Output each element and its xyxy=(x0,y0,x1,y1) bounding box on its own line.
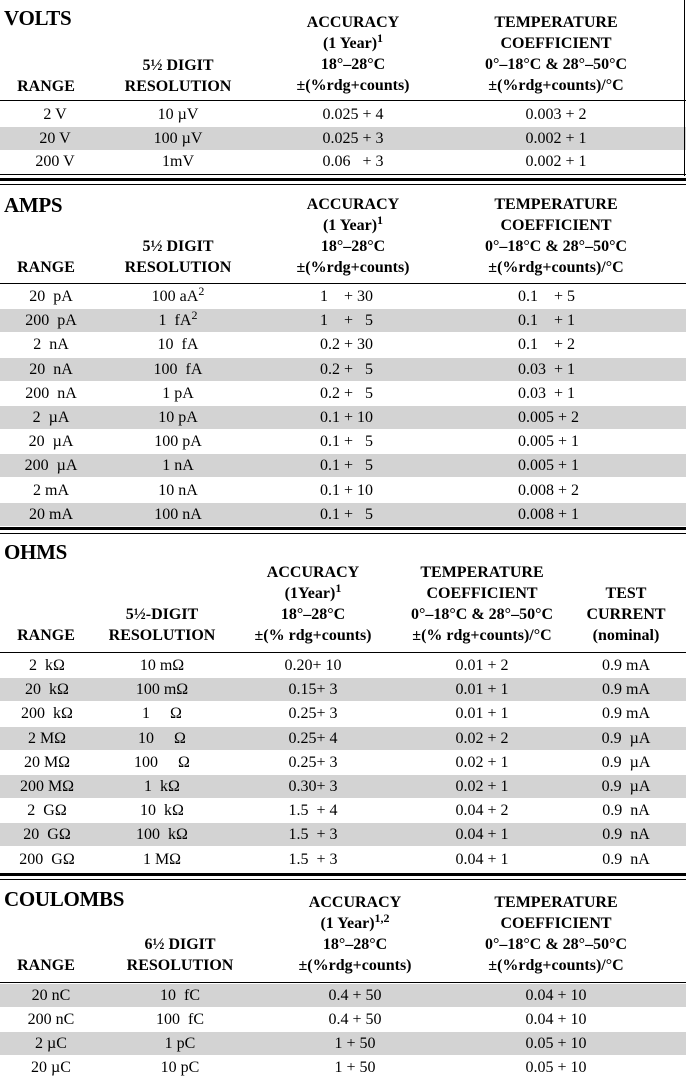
ohms-cell-range: 2 MΩ xyxy=(27,729,67,747)
coulombs-cell-resolution: 1 pC xyxy=(164,1035,196,1052)
amps-cell-temp: 0.1 + 2 xyxy=(518,336,576,354)
ohms-cell-current: 0.9 µA xyxy=(601,729,651,747)
table-row xyxy=(0,454,686,477)
ohms-cell-range: 200 kΩ xyxy=(21,705,73,723)
coulombs-header-accuracy: ACCURACY (1 Year)$^{1,2}$ 18°–28°C ±(%rdg+counts) xyxy=(298,894,412,974)
coulombs-header-resolution: 6½ DIGIT RESOLUTION xyxy=(126,936,234,974)
volts-cell-temp: 0.002 + 1 xyxy=(525,153,587,170)
volts-cell-accuracy: 0.025 + 3 xyxy=(322,129,384,147)
ohms-title: OHMS xyxy=(4,540,67,564)
table-row xyxy=(0,702,686,725)
amps-cell-accuracy: 0.1 + 5 xyxy=(320,505,374,523)
coulombs-cell-temp: 0.04 + 10 xyxy=(525,1011,587,1028)
amps-cell-temp: 0.005 + 2 xyxy=(518,409,580,426)
ohms-cell-range: 2 GΩ xyxy=(27,802,67,820)
amps-cell-resolution: 1 nA xyxy=(162,457,194,475)
volts-section xyxy=(0,0,686,178)
table-row xyxy=(0,799,686,822)
ohms-cell-resolution: 100 mΩ xyxy=(135,681,189,699)
table-row xyxy=(0,406,686,429)
amps-header-range: RANGE xyxy=(17,259,75,276)
table-row xyxy=(0,382,686,405)
coulombs-cell-accuracy: 0.4 + 50 xyxy=(328,1011,382,1028)
ohms-section xyxy=(0,536,686,872)
volts-amps-divider-thin xyxy=(0,184,686,185)
ohms-coulombs-divider-thin xyxy=(0,879,686,880)
amps-ohms-divider xyxy=(0,527,686,530)
amps-title: AMPS xyxy=(4,193,63,217)
coulombs-section xyxy=(0,882,686,1080)
table-row xyxy=(0,823,686,846)
amps-cell-range: 20 mA xyxy=(29,505,73,523)
ohms-cell-current: 0.9 mA xyxy=(602,681,650,699)
coulombs-header-rule xyxy=(0,982,686,983)
ohms-header-resolution: 5½-DIGIT RESOLUTION xyxy=(108,606,216,644)
amps-cell-temp: 0.1 + 1 xyxy=(518,312,576,330)
ohms-cell-temp: 0.01 + 2 xyxy=(455,657,509,674)
ohms-cell-accuracy: 0.25+ 4 xyxy=(288,729,338,747)
ohms-cell-temp: 0.02 + 1 xyxy=(455,778,509,795)
ohms-cell-current: 0.9 µA xyxy=(601,753,651,771)
amps-cell-resolution: 10 pA xyxy=(158,409,198,426)
coulombs-cell-accuracy: 1 + 50 xyxy=(334,1059,376,1076)
ohms-cell-current: 0.9 nA xyxy=(602,850,650,868)
table-row xyxy=(0,430,686,453)
amps-section xyxy=(0,188,686,530)
amps-cell-range: 20 µA xyxy=(28,433,74,451)
amps-cell-accuracy: 1 + 5 xyxy=(320,312,374,330)
amps-cell-temp: 0.1 + 5 xyxy=(518,288,576,305)
ohms-cell-current: 0.9 mA xyxy=(602,657,650,674)
ohms-header-temperature: TEMPERATURE COEFFICIENT 0°–18°C & 28°–50°C ±(% rdg+counts)/°C xyxy=(410,564,554,644)
ohms-cell-range: 200 GΩ xyxy=(19,850,75,868)
coulombs-cell-accuracy: 1 + 50 xyxy=(334,1035,376,1052)
amps-header-accuracy: ACCURACY (1 Year)$^1$ 18°–28°C ±(%rdg+counts) xyxy=(296,196,410,276)
amps-cell-range: 200 nA xyxy=(25,384,77,402)
ohms-header-rule xyxy=(0,652,686,653)
coulombs-cell-resolution: 10 pC xyxy=(160,1059,200,1076)
table-row xyxy=(0,309,686,332)
table-row xyxy=(0,1032,686,1055)
amps-header-temperature: TEMPERATURE COEFFICIENT 0°–18°C & 28°–50°C ±(%rdg+counts)/°C xyxy=(484,196,628,276)
volts-cell-accuracy: 0.025 + 4 xyxy=(322,106,384,123)
coulombs-cell-temp: 0.05 + 10 xyxy=(525,1059,587,1076)
ohms-cell-resolution: 100 Ω xyxy=(134,753,190,771)
amps-cell-resolution: 10 nA xyxy=(158,481,198,499)
ohms-cell-temp: 0.02 + 2 xyxy=(455,729,509,747)
amps-ohms-divider-thin xyxy=(0,533,686,534)
coulombs-cell-range: 2 µC xyxy=(35,1035,67,1052)
coulombs-cell-range: 20 µC xyxy=(31,1059,71,1076)
volts-title: VOLTS xyxy=(4,6,72,30)
ohms-cell-accuracy: 0.25+ 3 xyxy=(288,705,338,723)
amps-cell-temp: 0.005 + 1 xyxy=(518,457,580,475)
ohms-cell-temp: 0.04 + 1 xyxy=(455,850,509,868)
amps-cell-accuracy: 0.1 + 10 xyxy=(320,409,374,426)
table-row xyxy=(0,1056,686,1079)
ohms-cell-range: 20 GΩ xyxy=(23,826,71,844)
ohms-cell-accuracy: 1.5 + 3 xyxy=(288,826,338,844)
table-row xyxy=(0,127,686,150)
ohms-cell-resolution: 10 kΩ xyxy=(140,802,184,820)
coulombs-cell-range: 20 nC xyxy=(31,987,71,1004)
volts-header-range: RANGE xyxy=(17,78,75,95)
coulombs-cell-range: 200 nC xyxy=(27,1011,75,1028)
ohms-cell-resolution: 1 kΩ xyxy=(144,778,180,795)
table-row xyxy=(0,727,686,750)
table-row xyxy=(0,479,686,502)
table-row xyxy=(0,984,686,1007)
table-row xyxy=(0,775,686,798)
volts-cell-temp: 0.002 + 1 xyxy=(525,129,587,147)
ohms-cell-accuracy: 0.15+ 3 xyxy=(288,681,338,699)
ohms-cell-accuracy: 0.30+ 3 xyxy=(288,778,338,795)
volts-cell-range: 2 V xyxy=(43,106,67,123)
volts-header-rule xyxy=(0,100,686,101)
amps-cell-range: 2 mA xyxy=(33,481,69,499)
ohms-header-accuracy: ACCURACY (1Year)$^1$ 18°–28°C ±(% rdg+counts) xyxy=(254,564,372,644)
volts-amps-divider xyxy=(0,178,686,181)
volts-cell-resolution: 100 µV xyxy=(153,129,203,147)
table-row xyxy=(0,1008,686,1031)
volts-cell-accuracy: 0.06 + 3 xyxy=(322,153,384,170)
coulombs-header-temperature: TEMPERATURE COEFFICIENT 0°–18°C & 28°–50°C ±(%rdg+counts)/°C xyxy=(484,894,628,974)
table-row xyxy=(0,751,686,774)
amps-cell-range: 2 nA xyxy=(33,336,69,354)
ohms-cell-range: 20 MΩ xyxy=(23,753,71,771)
coulombs-cell-accuracy: 0.4 + 50 xyxy=(328,987,382,1004)
amps-cell-accuracy: 0.2 + 30 xyxy=(320,336,374,354)
coulombs-cell-temp: 0.05 + 10 xyxy=(525,1035,587,1052)
amps-cell-accuracy: 0.1 + 5 xyxy=(320,457,374,475)
ohms-cell-resolution: 1 MΩ xyxy=(142,850,182,868)
ohms-cell-accuracy: 1.5 + 4 xyxy=(288,802,338,820)
coulombs-cell-resolution: 100 fC xyxy=(156,1011,204,1028)
table-row xyxy=(0,358,686,381)
amps-cell-temp: 0.008 + 2 xyxy=(518,481,580,499)
coulombs-header-range: RANGE xyxy=(17,957,75,974)
amps-cell-temp: 0.008 + 1 xyxy=(518,505,580,523)
ohms-cell-accuracy: 0.20+ 10 xyxy=(284,657,342,674)
amps-cell-resolution: 1 pA xyxy=(162,384,194,402)
footnote-marker: 2 xyxy=(198,284,205,298)
volts-cell-resolution: 10 µV xyxy=(157,106,199,123)
ohms-cell-accuracy: 1.5 + 3 xyxy=(288,850,338,868)
table-row xyxy=(0,150,686,173)
ohms-header-current: TEST CURRENT (nominal) xyxy=(586,585,666,644)
table-row xyxy=(0,848,686,871)
table-row xyxy=(0,503,686,526)
ohms-cell-resolution: 10 Ω xyxy=(138,729,186,747)
ohms-cell-current: 0.9 mA xyxy=(602,705,650,723)
amps-cell-temp: 0.03 + 1 xyxy=(518,360,576,378)
amps-cell-range: 20 nA xyxy=(29,360,73,378)
footnote-marker: 2 xyxy=(191,308,198,323)
ohms-cell-temp: 0.01 + 1 xyxy=(455,681,509,699)
amps-cell-resolution: 10 fA xyxy=(157,336,199,354)
amps-cell-range: 20 pA xyxy=(29,288,73,305)
ohms-coulombs-divider xyxy=(0,873,686,876)
amps-header-resolution: 5½ DIGIT RESOLUTION xyxy=(124,238,232,276)
amps-cell-resolution: 100 fA xyxy=(153,360,203,378)
volts-cell-range: 200 V xyxy=(35,153,75,170)
coulombs-cell-resolution: 10 fC xyxy=(160,987,200,1004)
table-row xyxy=(0,103,686,126)
amps-cell-temp: 0.03 + 1 xyxy=(518,384,576,402)
ohms-cell-range: 200 MΩ xyxy=(19,778,75,795)
amps-cell-resolution: 100 $aA^2$ xyxy=(151,284,205,305)
ohms-cell-current: 0.9 nA xyxy=(602,802,650,820)
volts-header-accuracy: ACCURACY (1 Year)$^1$ 18°–28°C ±(%rdg+counts) xyxy=(296,14,410,94)
table-row xyxy=(0,678,686,701)
ohms-cell-resolution: 10 mΩ xyxy=(139,657,185,674)
coulombs-title: COULOMBS xyxy=(4,887,125,911)
amps-cell-accuracy: 0.1 + 5 xyxy=(320,433,374,451)
amps-cell-range: 2 µA xyxy=(32,409,70,426)
amps-cell-accuracy: 0.1 + 10 xyxy=(320,481,374,499)
volts-bottom-rule xyxy=(0,174,686,175)
amps-cell-resolution: 100 pA xyxy=(154,433,202,451)
volts-cell-temp: 0.003 + 2 xyxy=(525,106,587,123)
ohms-cell-current: 0.9 µA xyxy=(601,778,651,795)
amps-cell-accuracy: 0.2 + 5 xyxy=(320,384,374,402)
amps-cell-accuracy: 1 + 30 xyxy=(320,288,374,305)
ohms-cell-resolution: 1 Ω xyxy=(142,705,182,723)
volts-header-resolution: 5½ DIGIT RESOLUTION xyxy=(124,57,232,95)
ohms-cell-range: 20 kΩ xyxy=(25,681,69,699)
table-row xyxy=(0,333,686,356)
ohms-header-range: RANGE xyxy=(17,627,75,644)
coulombs-cell-temp: 0.04 + 10 xyxy=(525,987,587,1004)
ohms-cell-accuracy: 0.25+ 3 xyxy=(288,753,338,771)
ohms-cell-temp: 0.04 + 2 xyxy=(455,802,509,820)
amps-cell-accuracy: 0.2 + 5 xyxy=(320,360,374,378)
ohms-cell-temp: 0.04 + 1 xyxy=(455,826,509,844)
amps-cell-range: 200 µA xyxy=(24,457,78,475)
ohms-cell-current: 0.9 nA xyxy=(602,826,650,844)
ohms-cell-range: 2 kΩ xyxy=(29,657,65,674)
amps-header-rule xyxy=(0,283,686,284)
amps-cell-range: 200 pA xyxy=(25,312,77,330)
volts-header-temperature: TEMPERATURE COEFFICIENT 0°–18°C & 28°–50°C ±(%rdg+counts)/°C xyxy=(484,14,628,94)
table-row xyxy=(0,654,686,677)
table-row xyxy=(0,285,686,308)
amps-cell-temp: 0.005 + 1 xyxy=(518,433,580,451)
amps-cell-resolution: 1 $fA^2$ xyxy=(158,308,198,330)
volts-right-border xyxy=(684,0,685,176)
volts-cell-range: 20 V xyxy=(39,129,71,147)
ohms-cell-temp: 0.02 + 1 xyxy=(455,753,509,771)
ohms-cell-resolution: 100 kΩ xyxy=(136,826,188,844)
volts-cell-resolution: 1mV xyxy=(162,153,194,170)
amps-cell-resolution: 100 nA xyxy=(154,505,202,523)
ohms-cell-temp: 0.01 + 1 xyxy=(455,705,509,723)
